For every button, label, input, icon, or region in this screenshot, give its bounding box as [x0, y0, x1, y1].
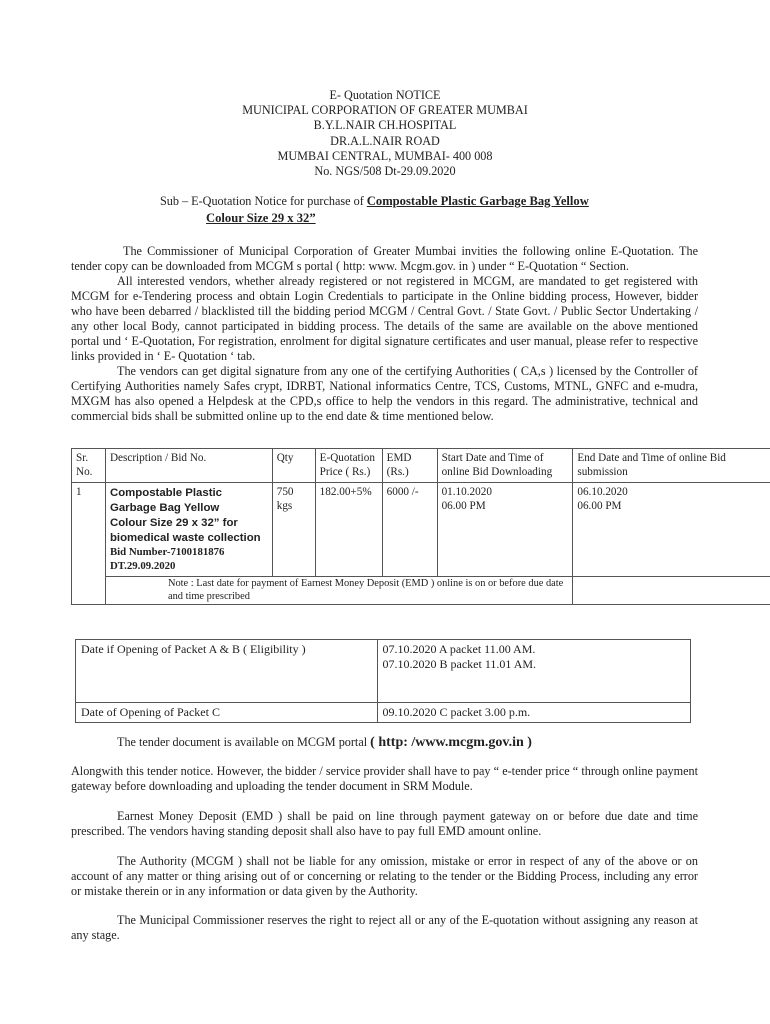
- paragraph-vendors-registration: All interested vendors, whether already registered or not registered in MCGM, are mandated to get registered with MCGM for e-Tendering process and obtain Login Credentials to participate in the Online bidding process, However, bidder who have been debarred / blacklisted till the bidding period MCGM / Central Govt. / State Govt. / Public Sector Undertaking / any other local Body, cannot participated in bidding process. The details of the same are available on the above mentioned portal und ‘ E-Quotation, For registration, enrolment for digital signature certificates and user manual, please refer to respective links provided in ‘ E- Quotation ‘ tab.: [71, 274, 698, 363]
- bid-table-header: [72, 449, 770, 483]
- header-emd: EMD (Rs.): [382, 449, 437, 483]
- row-price: 182.00+5%: [315, 483, 382, 577]
- desc-line4: biomedical waste collection: [109, 532, 261, 544]
- intro-section: [71, 244, 698, 424]
- portal-line: [71, 733, 698, 752]
- row-end: [573, 483, 770, 577]
- table-row: [76, 703, 691, 723]
- row-sr: 1: [72, 483, 106, 605]
- paragraph-commissioner-rights: The Municipal Commissioner reserves the right to reject all or any of the E-quotation without assigning any reason at any stage.: [71, 913, 698, 942]
- subject-line: [160, 193, 589, 227]
- subject-item: Compostable Plastic Garbage Bag Yellow: [366, 194, 589, 208]
- subject-item-cont: Colour Size 29 x 32”: [206, 211, 316, 225]
- table-row: [76, 640, 691, 703]
- row-start: [437, 483, 573, 577]
- opening-table: [75, 639, 691, 723]
- table-row: [72, 483, 770, 577]
- header-start: Start Date and Time of online Bid Downloading: [437, 449, 573, 483]
- emd-section: [71, 809, 698, 839]
- header-price: E-Quotation Price ( Rs.): [315, 449, 382, 483]
- header-end: End Date and Time of online Bid submission: [573, 449, 770, 483]
- closing-section: [71, 764, 698, 794]
- notice-title: E- Quotation NOTICE: [329, 88, 441, 102]
- notice-number: No. NGS/508 Dt-29.09.2020: [314, 164, 456, 179]
- desc-line1: Compostable Plastic: [109, 487, 223, 499]
- paragraph-digital-signature: The vendors can get digital signature from any one of the certifying Authorities ( CA,s ) licensed by the Controller of Certifying Authorities namely Safes crypt, IDRBT, National informatics Centre, TCS, Customs, MTNL, GNFC and e-mudra, MXGM has also opened a Helpdesk at the CPD,s office to help the vendors in this regard. The administrative, technical and commercial bids shall be submitted online up to the end date & time mentioned below.: [71, 364, 698, 423]
- paragraph-commissioner: The Commissioner of Municipal Corporation of Greater Mumbai invities the following online E-Quotation. The tender copy can be downloaded from MCGM s portal ( http: www. Mcgm.gov. in ) under “ E-Quotation “ Section.: [71, 244, 698, 273]
- header-qty: Qty: [272, 449, 315, 483]
- packet-ab-value: [377, 640, 691, 703]
- paragraph-emd: Earnest Money Deposit (EMD ) shall be paid on line through payment gateway on or before due date and time prescribed. The vendors having standing deposit shall also have to pay full EMD amount online.: [71, 809, 698, 838]
- hospital-name: B.Y.L.NAIR CH.HOSPITAL: [313, 118, 457, 133]
- corporation-name: MUNICIPAL CORPORATION OF GREATER MUMBAI: [242, 103, 528, 118]
- end-time: 06.00 PM: [577, 499, 622, 512]
- portal-url: ( http: /www.mcgm.gov.in ): [370, 735, 532, 750]
- bid-table: [71, 448, 770, 605]
- paragraph-alongwith: Alongwith this tender notice. However, the bidder / service provider shall have to pay “ e-tender price “ through online payment gateway before downloading and uploading the tender document in SRM Module.: [71, 764, 698, 793]
- header-desc: Description / Bid No.: [105, 449, 272, 483]
- packet-c-label: Date of Opening of Packet C: [76, 703, 378, 723]
- packet-ab-label: Date if Opening of Packet A & B ( Eligibility ): [76, 640, 378, 703]
- notice-header: [0, 88, 770, 179]
- rights-section: [71, 913, 698, 943]
- header-sr: Sr. No.: [72, 449, 106, 483]
- row-desc: [105, 483, 272, 577]
- note-blank: [573, 577, 770, 605]
- liability-section: [71, 854, 698, 899]
- row-emd: 6000 /-: [382, 483, 437, 577]
- subject-prefix: Sub – E-Quotation Notice for purchase of: [160, 194, 364, 208]
- portal-text: The tender document is available on MCGM portal: [117, 735, 368, 749]
- note-row: [72, 577, 770, 605]
- start-date: 01.10.2020: [441, 486, 492, 498]
- city-address: MUMBAI CENTRAL, MUMBAI- 400 008: [277, 148, 493, 163]
- emd-note: Note : Last date for payment of Earnest Money Deposit (EMD ) online is on or before due date and time prescribed: [105, 577, 572, 605]
- bid-number: Bid Number-7100181876: [109, 546, 225, 558]
- road-name: DR.A.L.NAIR ROAD: [330, 133, 440, 148]
- desc-line2: Garbage Bag Yellow: [109, 502, 220, 514]
- paragraph-authority: The Authority (MCGM ) shall not be liable for any omission, mistake or error in respect of any of the above or on account of any matter or thing arising out of or concerning or relating to the tender or the Bidding Process, including any error or mistake therein or in any information or data given by the Authority.: [71, 854, 698, 898]
- desc-line3: Colour Size 29 x 32” for: [109, 517, 238, 529]
- bid-date: DT.29.09.2020: [109, 559, 176, 572]
- row-qty: 750 kgs: [272, 483, 315, 577]
- start-time: 06.00 PM: [441, 499, 486, 512]
- packet-b-value: 07.10.2020 B packet 11.01 AM.: [382, 657, 537, 671]
- packet-c-value: 09.10.2020 C packet 3.00 p.m.: [377, 703, 691, 723]
- end-date: 06.10.2020: [577, 486, 628, 498]
- packet-a-value: 07.10.2020 A packet 11.00 AM.: [382, 642, 536, 656]
